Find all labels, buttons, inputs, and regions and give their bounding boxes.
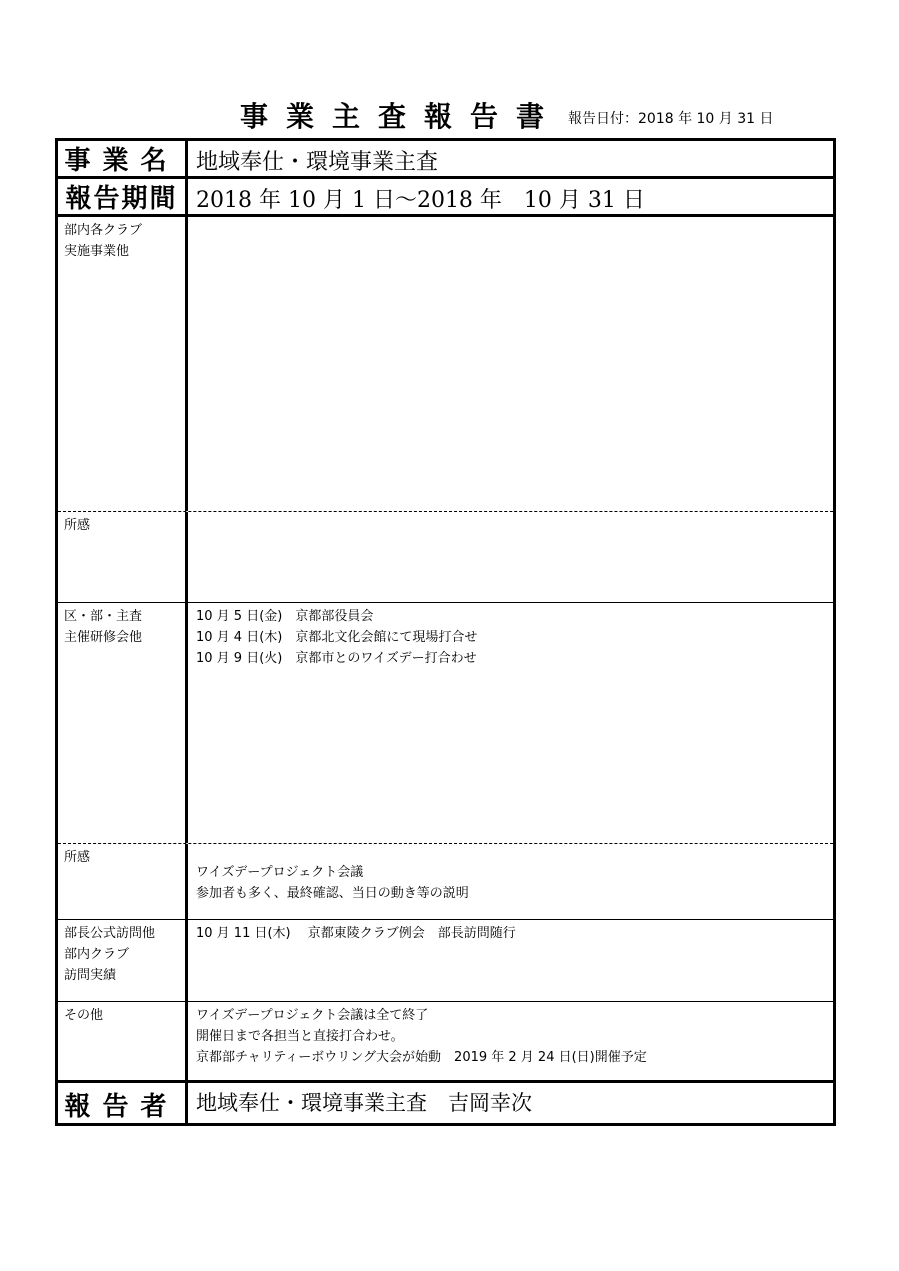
impression-content-2 — [188, 844, 833, 919]
other-line: ワイズデープロジェクト会議は全て終了 — [196, 1008, 429, 1023]
visits-row — [58, 920, 833, 1002]
club-events-label — [58, 217, 188, 511]
club-events-row — [58, 217, 833, 512]
district-events-content — [188, 603, 833, 843]
label-line: 部内クラブ — [64, 947, 130, 962]
label-line: 部内各クラブ — [64, 223, 143, 238]
reporter-row — [58, 1083, 833, 1126]
project-label: 事業名 — [58, 141, 188, 176]
district-events-row — [58, 603, 833, 844]
other-content — [188, 1002, 833, 1080]
other-label: その他 — [58, 1002, 188, 1080]
other-line: 開催日まで各担当と直接打合わせ。 — [196, 1029, 404, 1044]
label-line: 区・部・主査 — [64, 609, 143, 624]
visit-line: 10 月 11 日(木) 京都東陵クラブ例会 部長訪問随行 — [196, 926, 516, 941]
label-line: 部長公式訪問他 — [64, 926, 156, 941]
label-line: 訪問実績 — [64, 968, 117, 983]
label-line: 主催研修会他 — [64, 630, 143, 645]
reporter-label: 報告者 — [58, 1083, 188, 1126]
project-value: 地域奉仕・環境事業主査 — [196, 150, 439, 175]
impression-row-2 — [58, 844, 833, 920]
visits-label — [58, 920, 188, 1001]
label-line: 実施事業他 — [64, 244, 130, 259]
report-date: 報告日付：2018 年 10 月 31 日 — [568, 111, 774, 127]
event-line: 10 月 9 日(火) 京都市とのワイズデー打合わせ — [196, 651, 477, 666]
impression-line: ワイズデープロジェクト会議 — [196, 865, 364, 880]
period-label: 報告期間 — [58, 179, 188, 214]
event-line: 10 月 5 日(金) 京都部役員会 — [196, 609, 374, 624]
document-title: 事業主査報告書 — [240, 100, 563, 133]
visits-content — [188, 920, 833, 1001]
reporter-value: 地域奉仕・環境事業主査 吉岡幸次 — [196, 1091, 532, 1115]
period-row — [58, 179, 833, 217]
impression-content-1 — [188, 512, 833, 602]
period-value: 2018 年 10 月 1 日〜2018 年 10 月 31 日 — [196, 188, 645, 213]
impression-label-2: 所感 — [58, 844, 188, 919]
other-line: 京都部チャリティーボウリング大会が始動 2019 年 2 月 24 日(日)開催予定 — [196, 1050, 647, 1065]
impression-label-1: 所感 — [58, 512, 188, 602]
other-row — [58, 1002, 833, 1083]
impression-row-1 — [58, 512, 833, 603]
event-line: 10 月 4 日(木) 京都北文化会館にて現場打合せ — [196, 630, 478, 645]
district-events-label — [58, 603, 188, 843]
club-events-content — [188, 217, 833, 511]
report-form — [55, 138, 836, 1126]
impression-line: 参加者も多く、最終確認、当日の動き等の説明 — [196, 886, 469, 901]
project-row — [58, 141, 833, 179]
